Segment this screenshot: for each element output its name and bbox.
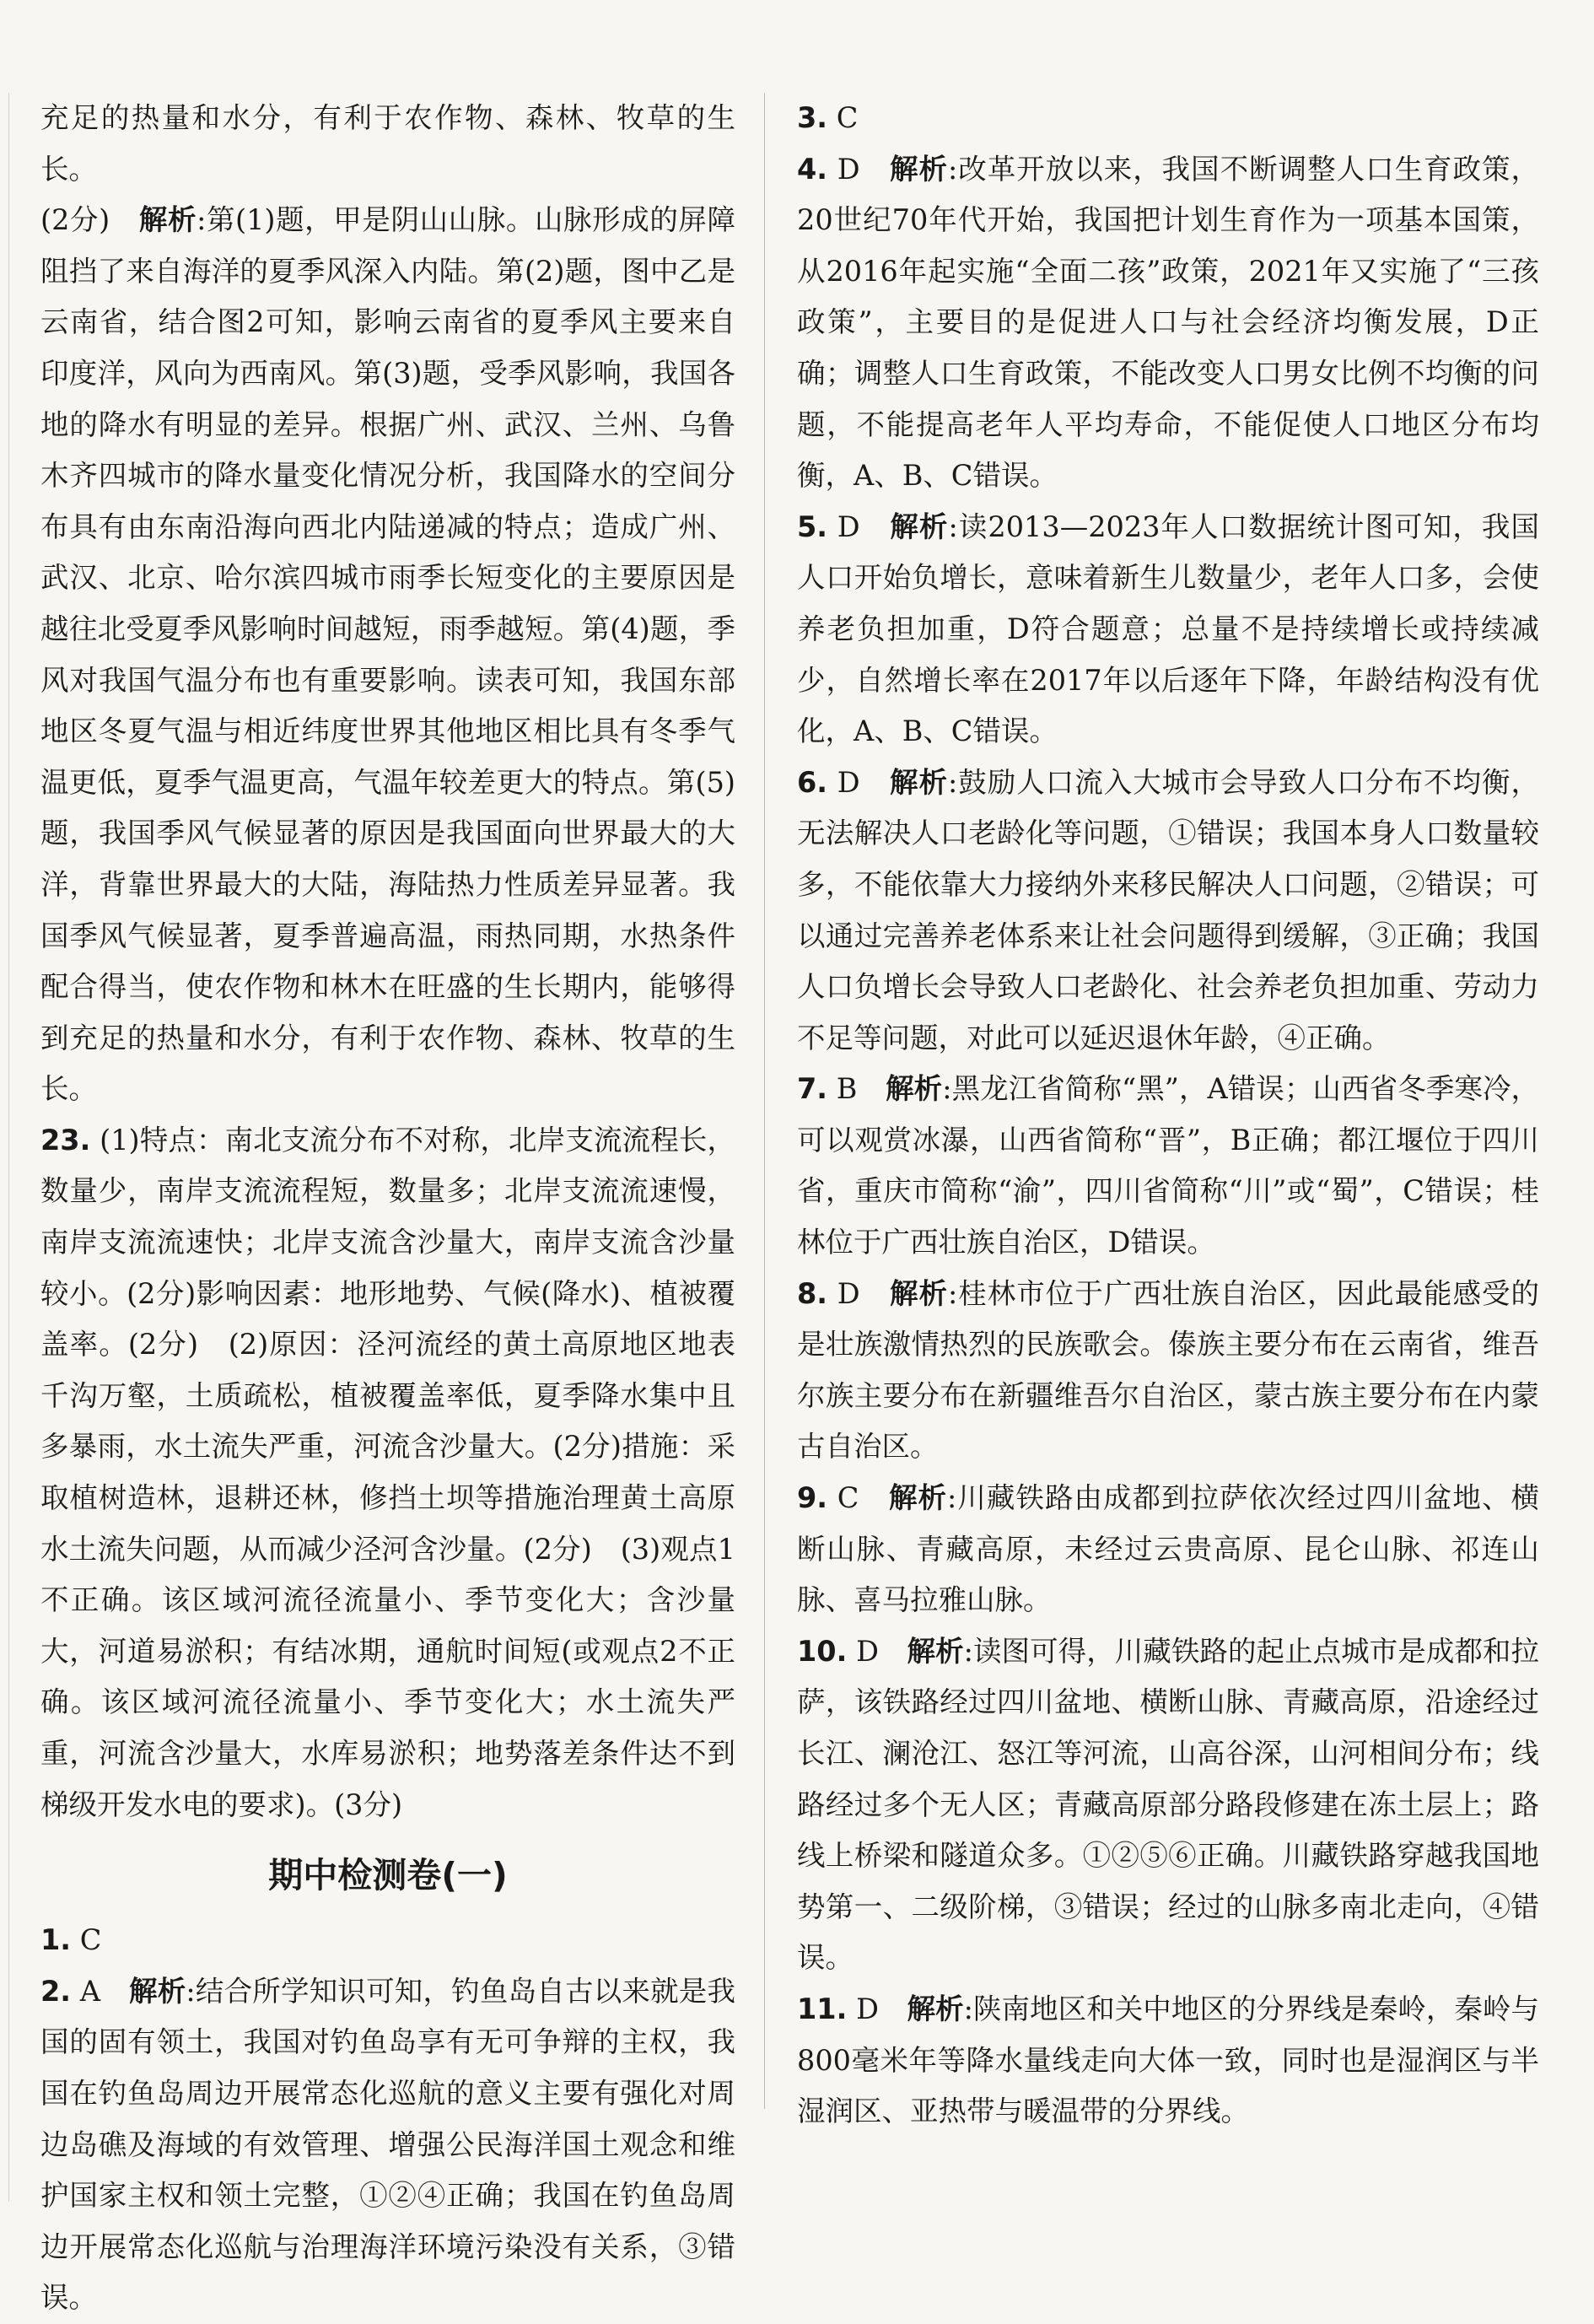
q7-choice: B [836,1072,858,1106]
q3-answer [797,93,1539,144]
q23-text: (1)特点：南北支流分布不对称，北岸支流流程长，数量少，南岸支流流程短，数量多；北岸支流流速慢，南岸支流流速快；北岸支流含沙量大，南岸支流含沙量较小。(2分)影响因素：地形地势、气候(降水)、植被覆盖率。(2分) (2)原因：泾河流经的黄土高原地区地表千沟万壑，土质疏松，植被覆盖率低，夏季降水集中且多暴雨，水土流失严重，河流含沙量大。(2分)措施：采取植树造林，退耕还林，修挡土坝等措施治理黄土高原水土流失问题，从而减少泾河含沙量。(2分) (3)观点1不正确。该区域河流径流量小、季节变化大；含沙量大，河道易淤积；有结冰期，通航时间短(或观点2不正确。该区域河流径流量小、季节变化大；水土流失严重，河流含沙量大，水库易淤积；地势落差条件达不到梯级开发水电的要求)。(3分) [40,1123,736,1821]
q5-choice: D [837,510,860,543]
q5-number: 5. [797,510,828,543]
q5-analysis-label: 解析 [890,510,949,543]
q2-analysis-label: 解析 [129,1974,186,2008]
q6-analysis-text: :鼓励人口流入大城市会导致人口分布不均衡，无法解决人口老龄化等问题，①错误；我国本身人口数量较多，不能依靠大力接纳外来移民解决人口问题，②错误；可以通过完善养老体系来让社会问题得到缓解，③正确；我国人口负增长会导致人口老龄化、社会养老负担加重、劳动力不足等问题，对此可以延迟退休年龄，④正确。 [797,765,1540,1054]
q2-analysis-text: :结合所学知识可知，钓鱼岛自古以来就是我国的固有领土，我国对钓鱼岛享有无可争辩的主权，我国在钓鱼岛周边开展常态化巡航的意义主要有强化对周边岛礁及海域的有效管理、增强公民海洋国土观念和维护国家主权和领土完整，①②④正确；我国在钓鱼岛周边开展常态化巡航与治理海洋环境污染没有关系，③错误。 [40,1974,736,2315]
q9-number: 9. [797,1481,828,1515]
q9-choice: C [837,1481,859,1515]
q6-answer [797,758,1539,1065]
q9-analysis-label: 解析 [888,1481,948,1515]
right-column [797,93,1539,2138]
q11-analysis-text: :陕南地区和关中地区的分界线是秦岭，秦岭与800毫米年等降水量线走向大体一致，同时也是湿润区与半湿润区、亚热带与暖温带的分界线。 [797,1992,1539,2128]
q11-analysis-label: 解析 [907,1992,964,2025]
q3-choice: C [836,101,859,134]
q22-continuation: 充足的热量和水分，有利于农作物、森林、牧草的生长。 [40,101,735,186]
q8-choice: D [837,1276,860,1310]
q9-answer [797,1473,1539,1626]
q6-analysis-label: 解析 [890,765,949,799]
q8-answer [797,1269,1539,1473]
q11-number: 11. [797,1992,848,2025]
column-divider [764,93,765,2109]
q2-number: 2. [40,1974,72,2008]
q4-number: 4. [797,152,828,186]
q4-analysis-label: 解析 [890,152,949,186]
q10-answer [797,1626,1539,1984]
q1-answer [40,1915,735,1966]
q1-number: 1. [40,1923,72,1957]
page-edge-line [8,93,9,2202]
q11-answer [797,1984,1539,2138]
q2-choice: A [79,1974,101,2008]
q3-number: 3. [797,101,828,134]
q6-choice: D [837,765,860,799]
q7-number: 7. [797,1072,828,1106]
q22-score: (2分) [40,203,110,237]
q23-answer [40,1115,735,1831]
q7-analysis-text: :黑龙江省简称“黑”，A错误；山西省冬季寒冷，可以观赏冰瀑，山西省简称“晋”，B正确；都江堰位于四川省，重庆市简称“渝”，四川省简称“川”或“蜀”，C错误；桂林位于广西壮族自治区，D错误。 [797,1072,1540,1259]
q4-choice: D [837,152,860,186]
left-column [40,93,735,2324]
q8-analysis-label: 解析 [890,1276,949,1310]
q5-answer [797,502,1539,758]
q1-choice: C [79,1923,102,1957]
q7-analysis-label: 解析 [886,1072,943,1106]
q2-answer [40,1966,735,2324]
q6-number: 6. [797,765,828,799]
q22-analysis-text: :第(1)题，甲是阴山山脉。山脉形成的屏障阻挡了来自海洋的夏季风深入内陆。第(2)题，图中乙是云南省，结合图2可知，影响云南省的夏季风主要来自印度洋，风向为西南风。第(3)题，受季风影响，我国各地的降水有明显的差异。根据广州、武汉、兰州、乌鲁木齐四城市的降水量变化情况分析，我国降水的空间分布具有由东南沿海向西北内陆递减的特点；造成广州、武汉、北京、哈尔滨四城市雨季长短变化的主要原因是越往北受夏季风影响时间越短，雨季越短。第(4)题，季风对我国气温分布也有重要影响。读表可知，我国东部地区冬夏气温与相近纬度世界其他地区相比具有冬季气温更低，夏季气温更高，气温年较差更大的特点。第(5)题，我国季风气候显著的原因是我国面向世界最大的大洋，背靠世界最大的大陆，海陆热力性质差异显著。我国季风气候显著，夏季普遍高温，雨热同期，水热条件配合得当，使农作物和林木在旺盛的生长期内，能够得到充足的热量和水分，有利于农作物、森林、牧草的生长。 [40,203,736,1106]
q8-number: 8. [797,1276,828,1310]
q9-analysis-text: :川藏铁路由成都到拉萨依次经过四川盆地、横断山脉、青藏高原，未经过云贵高原、昆仑山脉、祁连山脉、喜马拉雅山脉。 [797,1481,1540,1617]
q10-number: 10. [797,1634,848,1668]
q7-answer [797,1064,1539,1268]
q11-choice: D [856,1992,879,2025]
q22-analysis [40,195,735,1115]
q10-analysis-label: 解析 [907,1634,964,1668]
section-heading: 期中检测卷(一) [268,1855,508,1896]
q5-analysis-text: :读2013—2023年人口数据统计图可知，我国人口开始负增长，意味着新生儿数量少，老年人口多，会使养老负担加重，D符合题意；总量不是持续增长或持续减少，自然增长率在2017年以后逐年下降，年龄结构没有优化，A、B、C错误。 [797,510,1540,748]
q4-analysis-text: :改革开放以来，我国不断调整人口生育政策，20世纪70年代开始，我国把计划生育作为一项基本国策，从2016年起实施“全面二孩”政策，2021年又实施了“三孩政策”，主要目的是促进人口与社会经济均衡发展，D正确；调整人口生育政策，不能改变人口男女比例不均衡的问题，不能提高老年人平均寿命，不能促使人口地区分布均衡，A、B、C错误。 [797,152,1540,493]
q23-number: 23. [40,1123,91,1157]
q10-choice: D [856,1634,879,1668]
q22-analysis-label: 解析 [138,203,197,237]
q4-answer [797,144,1539,502]
q10-analysis-text: :读图可得，川藏铁路的起止点城市是成都和拉萨，该铁路经过四川盆地、横断山脉、青藏高原，沿途经过长江、澜沧江、怒江等河流，山高谷深，山河相间分布；线路经过多个无人区；青藏高原部分路段修建在冻土层上；路线上桥梁和隧道众多。①②⑤⑥正确。川藏铁路穿越我国地势第一、二级阶梯，③错误；经过的山脉多南北走向，④错误。 [797,1634,1539,1975]
q8-analysis-text: :桂林市位于广西壮族自治区，因此最能感受的是壮族激情热烈的民族歌会。傣族主要分布在云南省，维吾尔族主要分布在新疆维吾尔自治区，蒙古族主要分布在内蒙古自治区。 [797,1276,1540,1464]
